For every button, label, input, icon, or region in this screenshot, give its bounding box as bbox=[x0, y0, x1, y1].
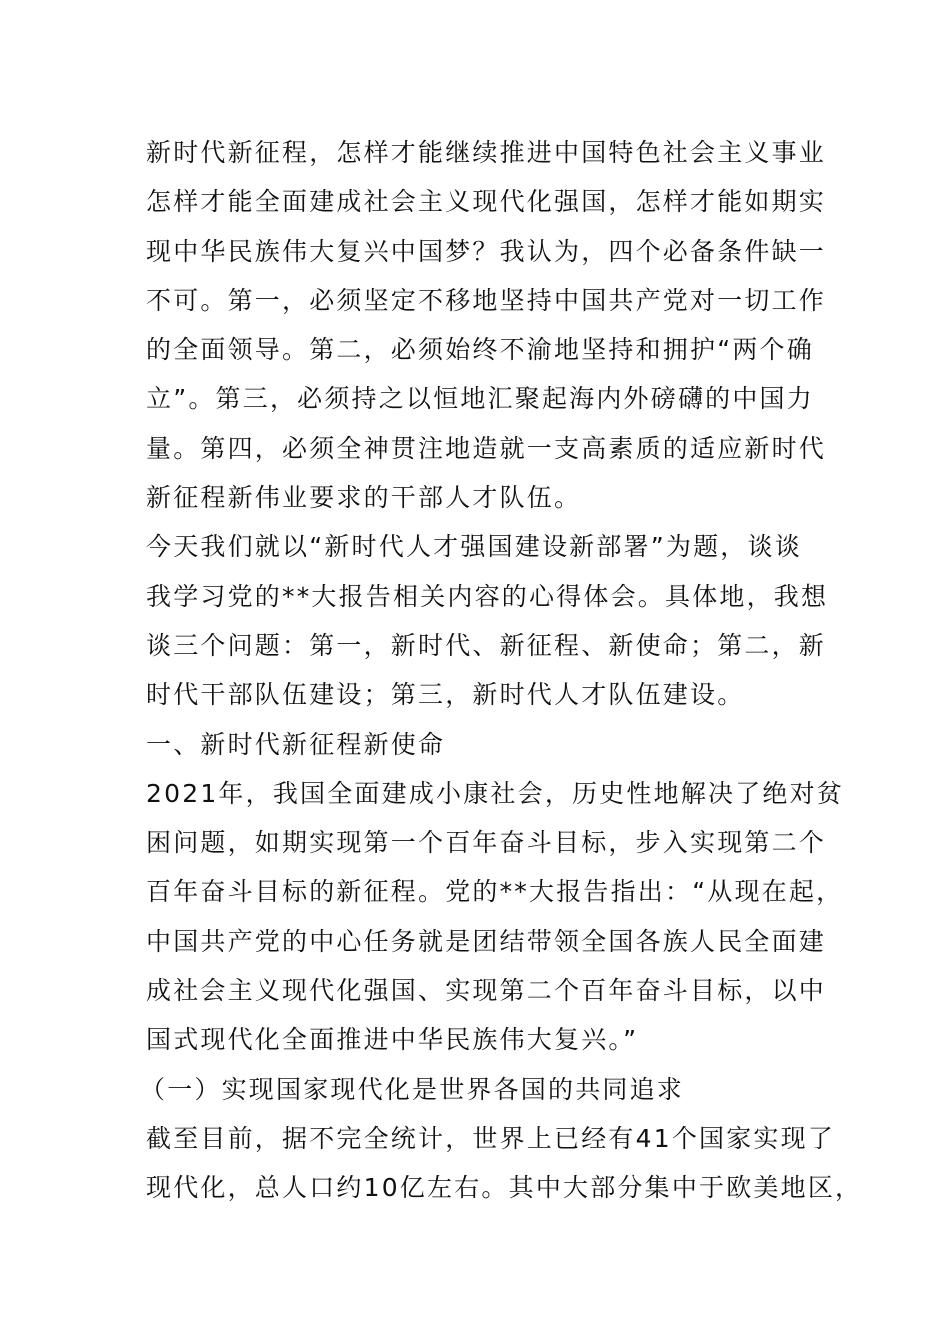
paragraph-3-line-4: 中国共产党的中心任务就是团结带领全国各族人民全面建 bbox=[146, 926, 827, 956]
paragraph-4-line-1: 截至目前，据不完全统计，世界上已经有41个国家实现了 bbox=[146, 1123, 836, 1153]
paragraph-1-line-1: 新时代新征程，怎样才能继续推进中国特色社会主义事业 bbox=[146, 138, 827, 167]
paragraph-3-line-5: 成社会主义现代化强国、实现第二个百年奋斗目标，以中 bbox=[146, 976, 827, 1006]
paragraph-1-line-2: 怎样才能全面建成社会主义现代化强国，怎样才能如期实 bbox=[146, 187, 827, 217]
subsection-heading-1: （一）实现国家现代化是世界各国的共同追求 bbox=[140, 1074, 685, 1104]
paragraph-1-line-5: 的全面领导。第二，必须始终不渝地坚持和拥护“两个确 bbox=[146, 335, 814, 365]
paragraph-3-line-1: 2021年，我国全面建成小康社会，历史性地解决了绝对贫 bbox=[146, 778, 845, 808]
paragraph-3-line-6: 国式现代化全面推进中华民族伟大复兴。” bbox=[146, 1025, 639, 1055]
paragraph-2-line-1: 今天我们就以“新时代人才强国建设新部署”为题，谈谈 bbox=[146, 532, 802, 562]
document-body bbox=[140, 128, 863, 1213]
paragraph-2-line-2: 我学习党的**大报告相关内容的心得体会。具体地，我想 bbox=[146, 581, 829, 611]
paragraph-3-line-2: 困问题，如期实现第一个百年奋斗目标，步入实现第二个 bbox=[146, 828, 827, 858]
paragraph-3-line-3: 百年奋斗目标的新征程。党的**大报告指出：“从现在起， bbox=[146, 877, 844, 907]
paragraph-2-line-3: 谈三个问题：第一，新时代、新征程、新使命；第二，新 bbox=[146, 630, 827, 660]
paragraph-1-line-6: 立”。第三，必须持之以恒地汇聚起海内外磅礴的中国力 bbox=[146, 384, 814, 414]
paragraph-2-line-4: 时代干部队伍建设；第三，新时代人才队伍建设。 bbox=[146, 680, 745, 710]
paragraph-1-line-4: 不可。第一，必须坚定不移地坚持中国共产党对一切工作 bbox=[146, 285, 827, 315]
paragraph-1-line-3: 现中华民族伟大复兴中国梦？我认为，四个必备条件缺一 bbox=[146, 236, 827, 266]
paragraph-4-line-2: 现代化，总人口约10亿左右。其中大部分集中于欧美地区， bbox=[146, 1173, 863, 1203]
paragraph-1-line-7: 量。第四，必须全神贯注地造就一支高素质的适应新时代 bbox=[146, 433, 827, 463]
paragraph-1-line-8: 新征程新伟业要求的干部人才队伍。 bbox=[146, 483, 582, 513]
section-heading-1: 一、新时代新征程新使命 bbox=[146, 729, 446, 759]
